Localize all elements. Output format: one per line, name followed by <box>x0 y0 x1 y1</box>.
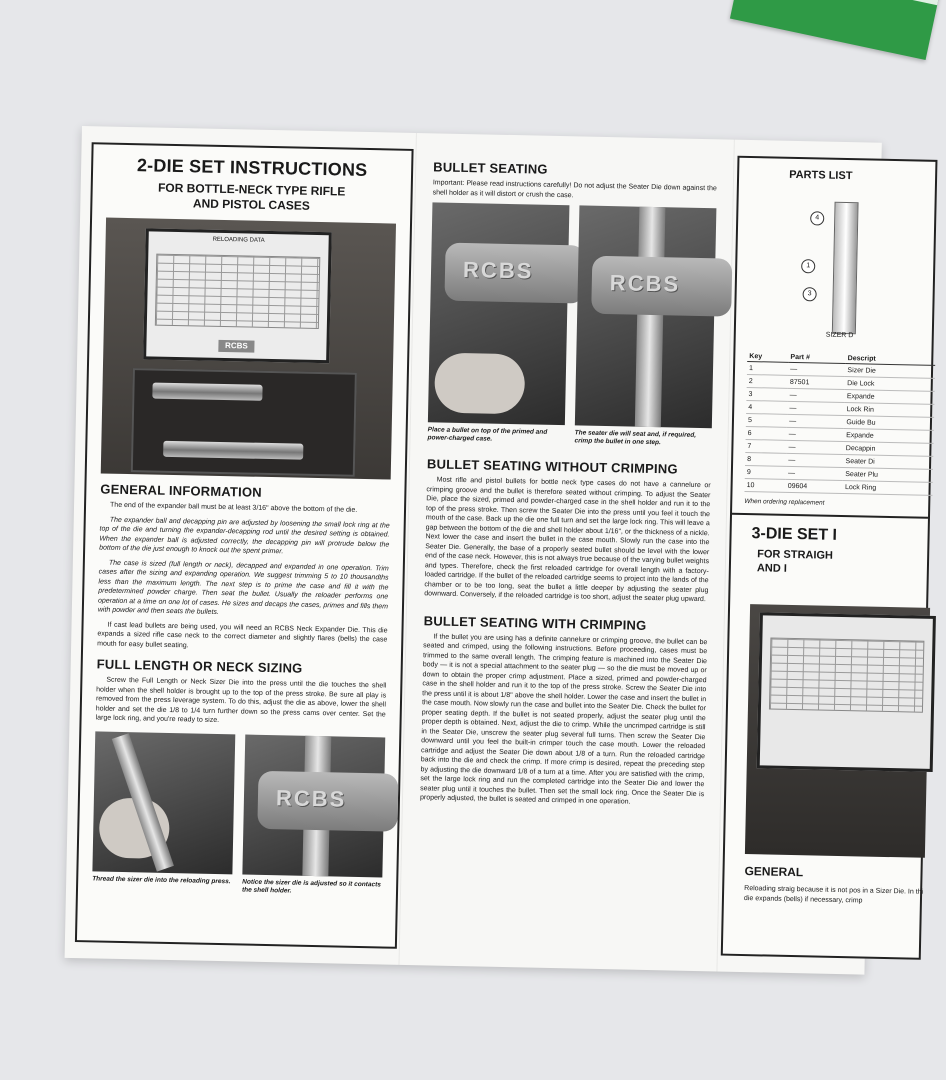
press-logo-right: RCBS <box>609 270 681 297</box>
sizer-die <box>152 383 262 401</box>
sizer-die-diagram <box>735 180 934 352</box>
instruction-sheet <box>65 126 924 975</box>
seating-photo-left <box>427 202 569 445</box>
press-logo: RCBS <box>275 784 347 812</box>
table-row: 8 — Seater Di <box>745 452 933 469</box>
green-box <box>730 0 940 60</box>
marker-4: 4 <box>810 211 824 225</box>
three-die-title: 3-DIE SET I <box>751 525 838 544</box>
left-panel <box>75 142 414 949</box>
seating-photos <box>427 202 716 448</box>
subtitle-line-2: AND PISTOL CASES <box>192 196 310 213</box>
general-heading: GENERAL INFORMATION <box>100 481 263 500</box>
three-sub-line-1: FOR STRAIGH <box>757 548 834 562</box>
caption-seater-die: The seater die will seat and, if required, crimp the bullet in one step. <box>574 429 697 447</box>
hand-shape-left <box>434 352 525 414</box>
table-row: 9 — Seater Plu <box>745 465 933 482</box>
press-frame <box>257 770 398 831</box>
col-part: Part # <box>788 353 845 364</box>
marker-3: 3 <box>802 287 816 301</box>
seater-die-image <box>575 205 717 428</box>
general-p3: If cast lead bullets are being used, you will need an RCBS Neck Expander Die. This die expands a sized rifle case neck to the correct diameter and slightly flares (bells) the case mouth for easy bullet seating. <box>97 621 388 649</box>
sizing-photo-right <box>242 734 385 897</box>
card-title: RELOADING DATA <box>212 236 265 244</box>
middle-panel <box>403 149 732 955</box>
general-p2: The case is sized (full length or neck), decapped and expanded in one operation. Trim cases after the sizing and expanding operation. We suggest trimming 5 to 10 thousandths less than the maximum length. The next step is to prime the case and fill it with the predetermined powder charge. Then seat the bullet. Usually the reloader performs one operation at a time on one lot of cases. He sizes and decaps the cases, primes and fills them with powder and then seats the bullets. <box>97 559 389 616</box>
general-p1: The end of the expander ball must be at least 3/16" above the bottom of the die. <box>109 501 358 514</box>
sizing-photos <box>92 731 385 897</box>
seater-rod <box>635 207 666 427</box>
table-row: 10 09604 Lock Ring <box>744 478 932 495</box>
sizer-die-label: SIZER D <box>825 331 854 340</box>
general-p1b: The expander ball and decapping pin are adjusted by loosening the small lock ring at the top of the die and turning the expander-decapping rod until the desired setting is obtained. When the expander ball is adjusted correctly, the decapping pin will protrude below the bottom of the die just enough to knock out the spent primer. <box>99 516 390 556</box>
press-frame-right <box>591 256 732 317</box>
col-key: Key <box>747 352 788 362</box>
place-bullet-image <box>428 202 570 425</box>
page-title: 2-DIE SET INSTRUCTIONS <box>136 155 368 180</box>
three-die-card <box>757 612 936 772</box>
with-crimping-heading: BULLET SEATING WITH CRIMPING <box>423 612 647 633</box>
general-body-right: Reloading straig because it is not pos in a Sizer Die. In thi die expands (bells) if necessary, crimp <box>743 885 924 905</box>
parts-table <box>744 352 935 496</box>
seater-die <box>163 441 303 460</box>
table-row: 7 — Decappin <box>745 439 933 456</box>
caption-thread: Thread the sizer die into the reloading press. <box>92 874 231 885</box>
three-sub-line-2: AND I <box>756 562 787 575</box>
caption-place-bullet: Place a bullet on top of the primed and power-charged case. <box>427 426 548 443</box>
table-row: 1 — Sizer Die <box>747 361 935 378</box>
three-die-case-photo <box>745 604 930 858</box>
seating-note-text: Important: Please read instructions carefully! Do not adjust the Seater Die down against the shell holder as it will distort or crush the case. <box>432 179 717 199</box>
rcbs-logo: RCBS <box>218 340 254 353</box>
table-row: 2 87501 Die Lock <box>747 374 935 391</box>
table-row: 4 — Lock Rin <box>746 400 934 417</box>
without-crimping-body <box>424 475 711 604</box>
sizing-photo-left <box>92 731 235 894</box>
bullet-seating-heading: BULLET SEATING <box>433 159 548 177</box>
sizing-p1: Screw the Full Length or Neck Sizer Die into the press until the die touches the shell holder when the shell holder is brought up to the top of the press stroke. Be sure all play is removed from the press leverage system. To do this, adjust the die as above, lower the shell holder and set the die 1/8 to 1/4 turn further down so the press cams over center. Set the large lock ring, and you're ready to size. <box>95 676 387 725</box>
caption-adjusted: Notice the sizer die is adjusted so it contacts the shell holder. <box>241 878 381 895</box>
right-panel <box>721 156 938 960</box>
section-divider <box>732 513 928 519</box>
press-frame-left <box>444 243 585 304</box>
with-crimping-text: If the bullet you are using has a definite cannelure or crimping groove, the bullet can be seated and crimped, using the following instructions. Before proceeding, cases must be trimmed to the same overall length. The crimping feature is machined into the Seater Die body — it is not a special attachment to the seater plug — so the die must be moved up or down to obtain the proper crimp adjustment. Place a sized, primed and powder-charged case in the shell holder and run it to the top of the press stroke. Screw the Seater Die into the press until it is about 1/8" above the shell holder. Lower the case and insert the bullet in the case mouth. Now slowly run the case and bullet into the Seater Die. Check the bullet for proper seating depth. If the bullet is not seated properly, adjust the seater plug until the proper depth is obtained. Next, adjust the die to crimp. While the uncrimped cartridge is still in the Seater Die, unscrew the seater plug several full turns. Then screw the Seater Die downward until you feel the built-in crimper touch the case mouth. Lower the reloaded cartridge and adjust the Seater Die down about 1/8 of a turn. Run the reloaded cartridge back into the die and check the crimp. If more crimp is desired, repeat the preceding step by adjusting the die downward 1/8 of a turn at a time. After you are satisfied with the crimp, set the large lock ring and run the completed cartridge into the Seater Die and lower the seater plug until it touches the bullet. Then set the small lock ring. Once the Seater Die is properly adjusted, the bullet is seated and crimped in one operation. <box>419 632 708 806</box>
adjusted-die-image <box>242 734 385 877</box>
press-logo-left: RCBS <box>462 257 534 284</box>
parts-list-title: PARTS LIST <box>789 168 853 183</box>
table-row: 6 — Expande <box>746 426 934 443</box>
thread-die-image <box>92 731 235 874</box>
page-subtitle <box>92 179 411 216</box>
marker-1: 1 <box>801 259 815 273</box>
table-row: 5 — Guide Bu <box>746 413 934 430</box>
sizing-heading: FULL LENGTH OR NECK SIZING <box>96 656 303 676</box>
without-crimping-text: Most rifle and pistol bullets for bottle neck type cases do not have a cannelure or crimping groove and the bullet is therefore seated without crimping. To adjust the Seater Die, place the sized, primed and powder-charged case in the shell holder and run it to the top of the press stroke. Then screw the Seater Die into the press until you feel it touch the mouth of the case. Back up the die one full turn and set the large lock ring. This will leave a gap between the bottom of the die and shell holder about 1/16", or the thickness of a nickle. Next lower the case and insert the bullet in the case mouth. Slowly run the case into the Seater Die. Generally, the base of a properly seated bullet should be level with the lower end of the case neck. However, this is not always true because of the varying bullet weights and types. Therefore, check the first reloaded cartridge for overall length with a factory-loaded cartridge. If the bullet of the reloaded cartridge seems to project into the lands of the chamber or to be too long, seat the bullet a little deeper by adjusting the seater plug downward. Conversely, if the reloaded cartridge is too short, adjust the seater plug upward. <box>424 476 711 604</box>
table-row: 3 — Expande <box>746 387 934 404</box>
general-body <box>97 500 390 654</box>
sizing-body <box>96 675 387 729</box>
three-die-grid <box>769 638 924 713</box>
col-description: Descript <box>846 354 936 365</box>
data-grid <box>155 254 320 329</box>
die-tray <box>131 368 357 477</box>
three-die-subtitle <box>757 547 928 579</box>
with-crimping-body <box>420 632 708 809</box>
without-crimping-heading: BULLET SEATING WITHOUT CRIMPING <box>426 456 678 477</box>
seating-photo-right <box>574 205 716 448</box>
die-set-case-photo <box>101 218 396 480</box>
subtitle-line-1: FOR BOTTLE-NECK TYPE RIFLE <box>157 180 346 199</box>
reloading-data-card <box>143 228 332 363</box>
general-heading-right: GENERAL <box>744 864 804 880</box>
sizer-die-drawing <box>832 202 859 334</box>
seating-note <box>433 178 717 203</box>
order-note: When ordering replacement <box>744 497 825 507</box>
